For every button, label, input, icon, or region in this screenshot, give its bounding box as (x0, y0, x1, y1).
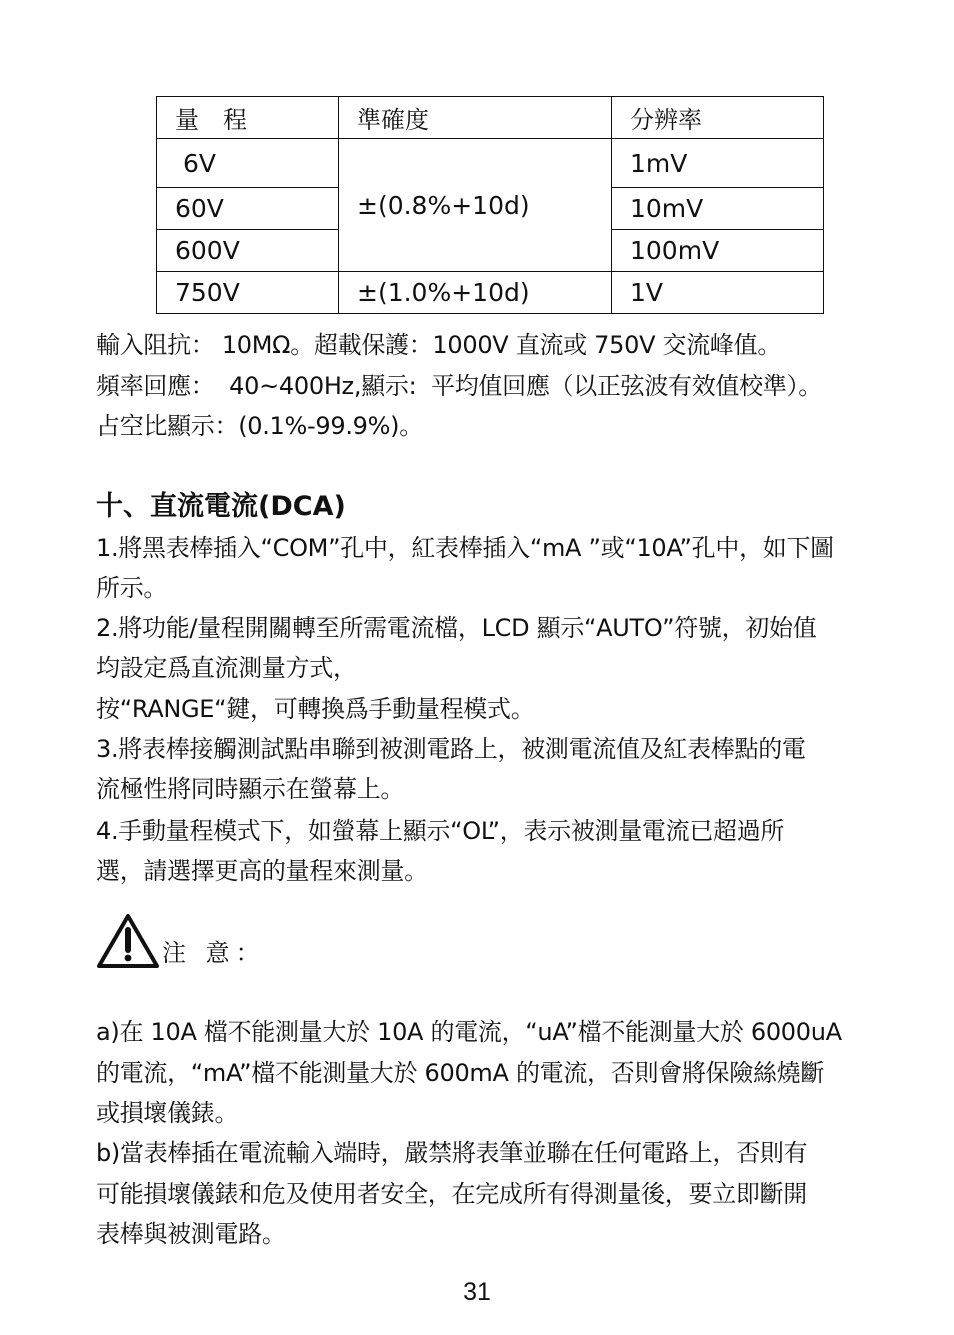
cell-resolution: 1mV (612, 139, 824, 188)
cell-accuracy-group-1: ±(0.8%+10d) (339, 139, 612, 272)
table-row (157, 272, 824, 314)
warning-label: 注 意： (162, 939, 266, 967)
step-line: 按“RANGE“鍵，可轉換爲手動量程模式。 (96, 695, 535, 723)
section-title: 十、直流電流(DCA) (96, 491, 346, 522)
spec-table (156, 96, 824, 314)
step-line: 均設定爲直流測量方式， (96, 654, 357, 682)
cell-resolution: 1V (612, 272, 824, 314)
cell-resolution: 10mV (612, 188, 824, 230)
step-line: 2.將功能/量程開關轉至所需電流檔，LCD 顯示“AUTO”符號，初始值 (96, 614, 817, 642)
cell-resolution: 100mV (612, 230, 824, 272)
warning-block (96, 910, 266, 970)
caution-line: 或損壞儀錶。 (96, 1099, 239, 1127)
step-line: 選，請選擇更高的量程來測量。 (96, 857, 428, 885)
table-row (157, 139, 824, 188)
caution-line: 表棒與被測電路。 (96, 1220, 286, 1248)
step-line: 1.將黑表棒插入“COM”孔中，紅表棒插入“mA ”或“10A”孔中，如下圖 (96, 534, 834, 562)
header-accuracy: 準確度 (339, 97, 612, 139)
cell-range: 750V (157, 272, 339, 314)
table-header-row (157, 97, 824, 139)
caution-line: 可能損壞儀錶和危及使用者安全，在完成所有得測量後，要立即斷開 (96, 1180, 807, 1208)
cell-range: 600V (157, 230, 339, 272)
cell-range: 6V (157, 139, 339, 188)
step-line: 4.手動量程模式下，如螢幕上顯示“OL”，表示被測量電流已超過所 (96, 817, 785, 845)
step-line: 流極性將同時顯示在螢幕上。 (96, 775, 405, 803)
warning-triangle-icon (96, 912, 160, 970)
caution-line: b)當表棒插在電流輸入端時，嚴禁將表筆並聯在任何電路上，否則有 (96, 1139, 808, 1167)
note-input-impedance: 輸入阻抗： 10MΩ。超載保護：1000V 直流或 750V 交流峰值。 (96, 331, 782, 359)
header-range: 量 程 (157, 97, 339, 139)
caution-line: a)在 10A 檔不能測量大於 10A 的電流，“uA”檔不能測量大於 6000uA (96, 1018, 842, 1046)
cell-range: 60V (157, 188, 339, 230)
page-number: 31 (463, 1278, 491, 1306)
caution-line: 的電流，“mA”檔不能測量大於 600mA 的電流，否則會將保險絲燒斷 (96, 1059, 825, 1087)
header-resolution: 分辨率 (612, 97, 824, 139)
note-frequency-response: 頻率回應： 40~400Hz,顯示: 平均值回應（以正弦波有效值校準）。 (96, 372, 822, 400)
cell-accuracy-group-2: ±(1.0%+10d) (339, 272, 612, 314)
step-line: 3.將表棒接觸測試點串聯到被測電路上，被測電流值及紅表棒點的電 (96, 735, 806, 763)
note-duty-cycle: 占空比顯示：(0.1%-99.9%)。 (96, 412, 423, 440)
step-line: 所示。 (96, 574, 168, 602)
